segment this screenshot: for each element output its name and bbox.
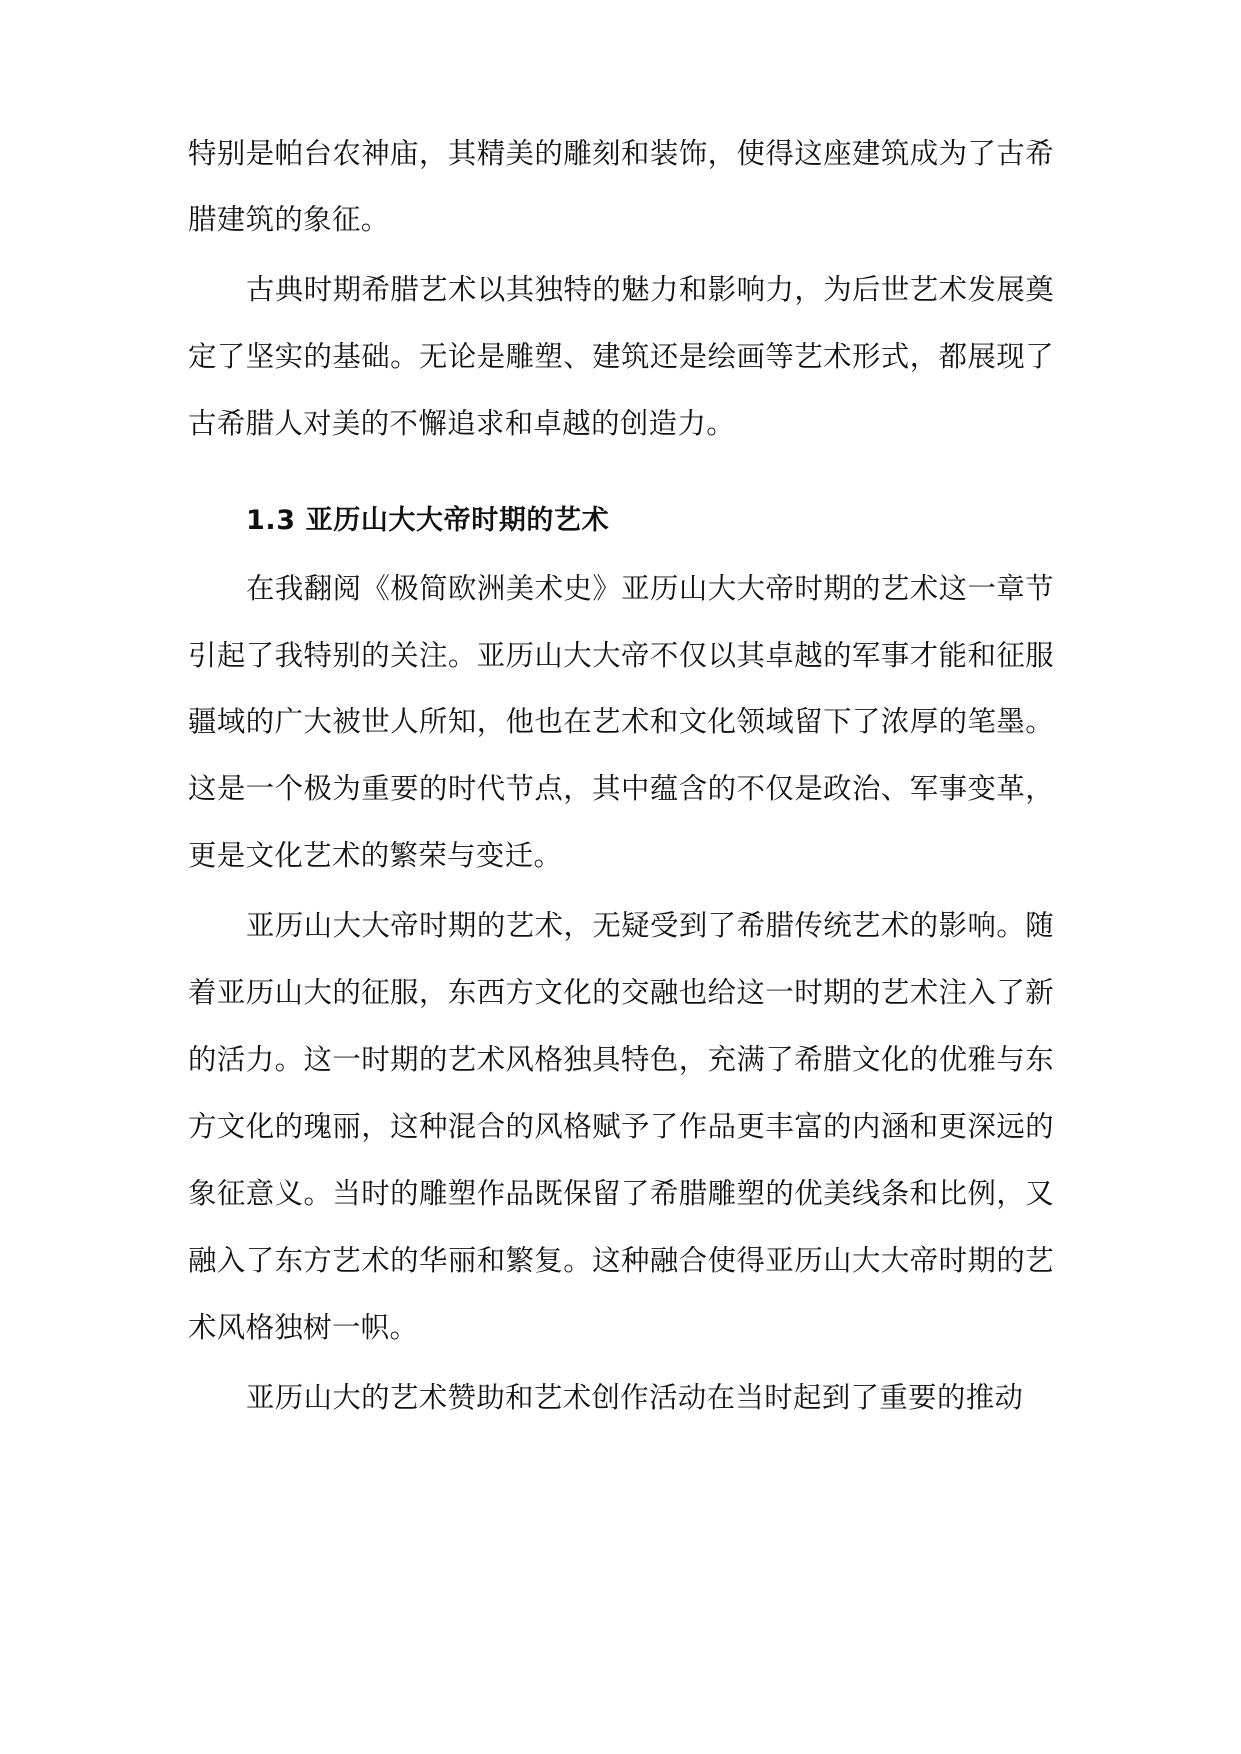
paragraph-4-line-7: 术风格独树一帜。: [188, 1311, 419, 1344]
paragraph-3-line-5: 更是文化艺术的繁荣与变迁。: [188, 839, 563, 872]
paragraph-5-line-1: 亚历山大的艺术赞助和艺术创作活动在当时起到了重要的推动: [246, 1381, 1024, 1414]
paragraph-2-line-2: 定了坚实的基础。无论是雕塑、建筑还是绘画等艺术形式，都展现了: [188, 340, 1054, 373]
paragraph-3-line-2: 引起了我特别的关注。亚历山大大帝不仅以其卓越的军事才能和征服: [188, 639, 1054, 672]
paragraph-4-line-5: 象征意义。当时的雕塑作品既保留了希腊雕塑的优美线条和比例，又: [188, 1177, 1054, 1210]
paragraph-2-line-3: 古希腊人对美的不懈追求和卓越的创造力。: [188, 407, 736, 440]
paragraph-1-line-1: 特别是帕台农神庙，其精美的雕刻和装饰，使得这座建筑成为了古希: [188, 137, 1054, 170]
paragraph-4-line-1: 亚历山大大帝时期的艺术，无疑受到了希腊传统艺术的影响。随: [246, 909, 1054, 942]
paragraph-4-line-4: 方文化的瑰丽，这种混合的风格赋予了作品更丰富的内涵和更深远的: [188, 1110, 1054, 1143]
paragraph-3-line-1: 在我翻阅《极简欧洲美术史》亚历山大大帝时期的艺术这一章节: [246, 572, 1054, 605]
section-heading: 1.3 亚历山大大帝时期的艺术: [246, 505, 610, 536]
paragraph-4-line-3: 的活力。这一时期的艺术风格独具特色，充满了希腊文化的优雅与东: [188, 1043, 1054, 1076]
paragraph-1-line-2: 腊建筑的象征。: [188, 203, 390, 236]
paragraph-3-line-3: 疆域的广大被世人所知，他也在艺术和文化领域留下了浓厚的笔墨。: [188, 705, 1054, 738]
paragraph-4-line-2: 着亚历山大的征服，东西方文化的交融也给这一时期的艺术注入了新: [188, 976, 1054, 1009]
paragraph-3-line-4: 这是一个极为重要的时代节点，其中蕴含的不仅是政治、军事变革，: [188, 772, 1054, 805]
paragraph-4-line-6: 融入了东方艺术的华丽和繁复。这种融合使得亚历山大大帝时期的艺: [188, 1244, 1054, 1277]
paragraph-2-line-1: 古典时期希腊艺术以其独特的魅力和影响力，为后世艺术发展奠: [246, 273, 1054, 306]
